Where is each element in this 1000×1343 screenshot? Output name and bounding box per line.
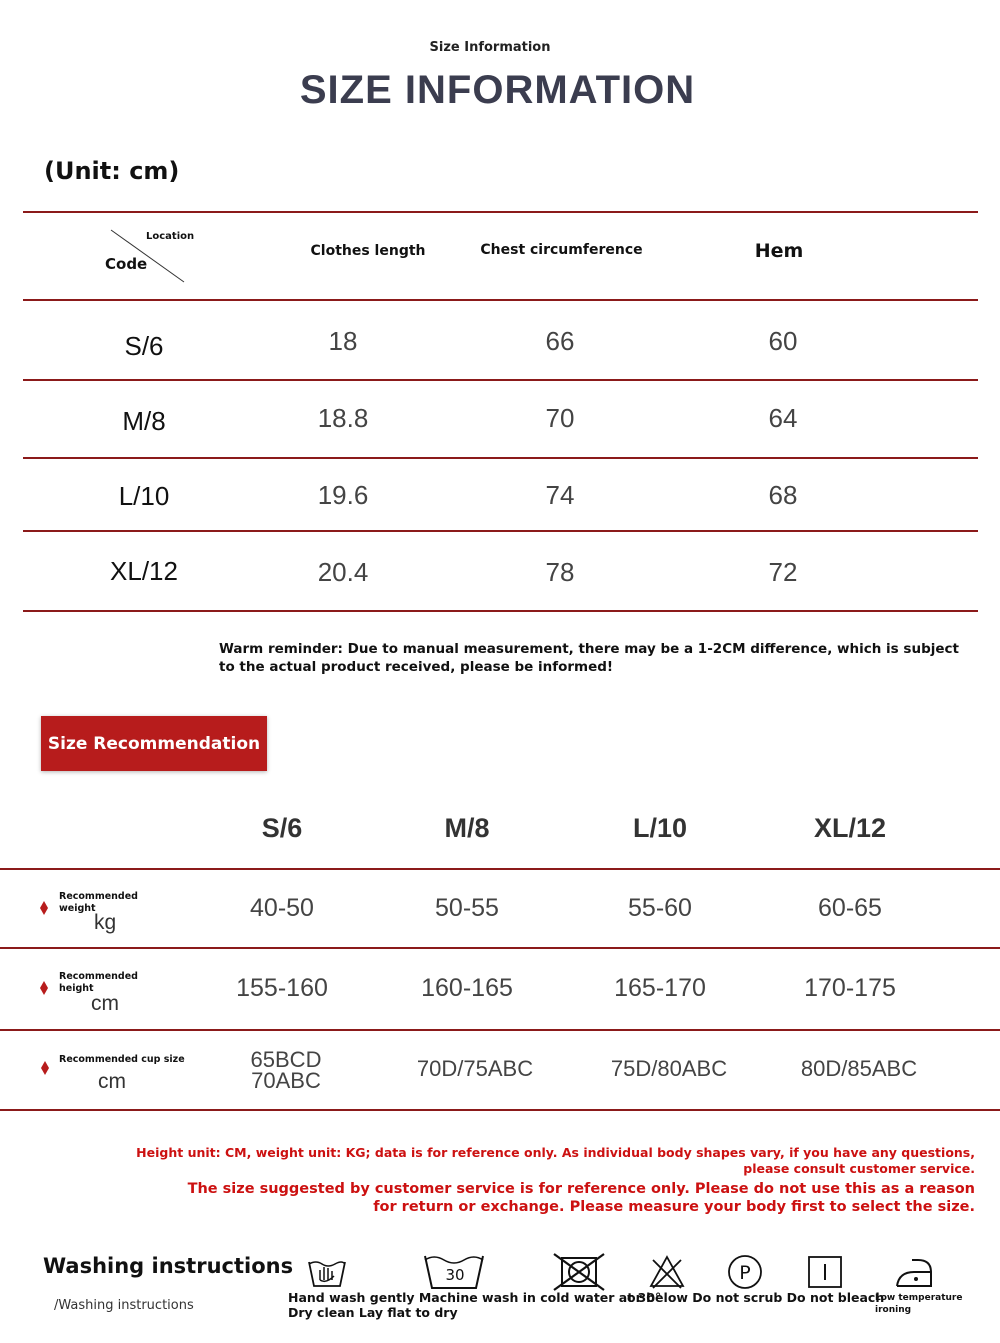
- rec-size-header: XL/12: [813, 813, 887, 843]
- diamond-bullet-icon: [40, 901, 48, 915]
- rec-row-unit: cm: [98, 1070, 126, 1093]
- rec-cell: 155-160: [236, 974, 328, 1002]
- rec-cell: 70D/75ABC: [416, 1056, 534, 1081]
- table-cell: 19.6: [317, 480, 369, 510]
- rec-cell: 80D/85ABC: [800, 1056, 918, 1081]
- table-divider: [23, 610, 978, 612]
- rec-cell: 50-55: [435, 894, 499, 922]
- table-cell: 74: [545, 480, 575, 510]
- rec-row-label: Recommended weight: [59, 891, 138, 914]
- corner-location-label: Location: [146, 231, 195, 242]
- table-divider: [23, 457, 978, 459]
- rec-cell: 170-175: [804, 974, 896, 1002]
- washing-subtitle: /Washing instructions: [54, 1298, 194, 1313]
- rec-row-label: Recommended height: [59, 971, 138, 994]
- rec-cell: 55-60: [628, 894, 692, 922]
- do-not-bleach-icon: [648, 1254, 686, 1290]
- table-cell: 20.4: [317, 557, 369, 587]
- care-text-line1: Hand wash gently Machine wash in cold water at 30°: [288, 1290, 662, 1305]
- wash-temp-text: 30: [445, 1266, 465, 1284]
- machine-wash-30-icon: [422, 1250, 486, 1292]
- column-header: Clothes length: [310, 243, 426, 259]
- rec-size-header: M/8: [444, 813, 490, 843]
- diamond-bullet-icon: [40, 981, 48, 995]
- care-text-line1b: or below Do not scrub Do not bleach: [627, 1290, 885, 1305]
- rec-cell: 160-165: [421, 974, 513, 1002]
- rec-cell: 165-170: [614, 974, 706, 1002]
- table-divider: [23, 299, 978, 301]
- table-cell: 78: [545, 557, 575, 587]
- care-text-line2: Dry clean Lay flat to dry: [288, 1305, 458, 1320]
- svg-text:P: P: [739, 1262, 751, 1284]
- column-header: Chest circumference: [480, 242, 643, 258]
- rec-divider: [0, 947, 1000, 949]
- size-code: L/10: [118, 481, 170, 511]
- warm-reminder: Warm reminder: Due to manual measurement, there may be a 1-2CM difference, which is subject to the actual product received, please be informed!: [219, 641, 959, 675]
- do-not-tumble-icon: [552, 1250, 606, 1292]
- table-divider: [23, 379, 978, 381]
- small-title: Size Information: [429, 40, 551, 55]
- rec-cell: 65BCD 70ABC: [250, 1047, 322, 1093]
- table-cell: 66: [545, 326, 575, 356]
- table-cell: 72: [768, 557, 798, 587]
- size-recommendation-banner: Size Recommendation: [41, 716, 267, 771]
- size-code: M/8: [122, 406, 166, 436]
- return-policy-note: The size suggested by customer service is for reference only. Please do not use this as a reason for return or exchange. Please measure your body first to select the size.: [187, 1181, 975, 1215]
- rec-cell: 60-65: [818, 894, 882, 922]
- size-code: S/6: [124, 331, 164, 361]
- reference-note: Height unit: CM, weight unit: KG; data is for reference only. As individual body shapes vary, if you have any questions, please consult customer service.: [136, 1145, 975, 1176]
- hand-wash-icon: [306, 1254, 348, 1290]
- lay-flat-icon: [806, 1254, 844, 1290]
- rec-size-header: L/10: [632, 813, 688, 843]
- rec-divider: [0, 868, 1000, 870]
- table-cell: 70: [545, 403, 575, 433]
- size-code: XL/12: [110, 556, 178, 586]
- rec-size-header: S/6: [261, 813, 303, 843]
- corner-code-label: Code: [105, 255, 148, 273]
- table-cell: 18: [328, 326, 358, 356]
- rec-row-label: Recommended cup size: [59, 1054, 185, 1065]
- table-cell: 68: [768, 480, 798, 510]
- table-cell: 60: [768, 326, 798, 356]
- table-cell: 64: [768, 403, 798, 433]
- low-iron-icon: [894, 1254, 934, 1290]
- washing-title: Washing instructions: [43, 1254, 294, 1278]
- unit-label: (Unit: cm): [44, 157, 180, 185]
- column-header: Hem: [754, 240, 804, 262]
- diamond-bullet-icon: [41, 1061, 49, 1075]
- rec-row-unit: cm: [91, 992, 119, 1015]
- rec-divider: [0, 1109, 1000, 1111]
- rec-cell: 75D/80ABC: [610, 1056, 728, 1081]
- rec-cell: 40-50: [250, 894, 314, 922]
- table-cell: 18.8: [317, 403, 369, 433]
- rec-row-unit: kg: [94, 911, 117, 934]
- page-title: SIZE INFORMATION: [299, 68, 696, 112]
- table-divider: [23, 530, 978, 532]
- rec-divider: [0, 1029, 1000, 1031]
- low-iron-label: Low temperature ironing: [875, 1293, 963, 1315]
- table-divider: [23, 211, 978, 213]
- dry-clean-p-icon: [726, 1253, 764, 1291]
